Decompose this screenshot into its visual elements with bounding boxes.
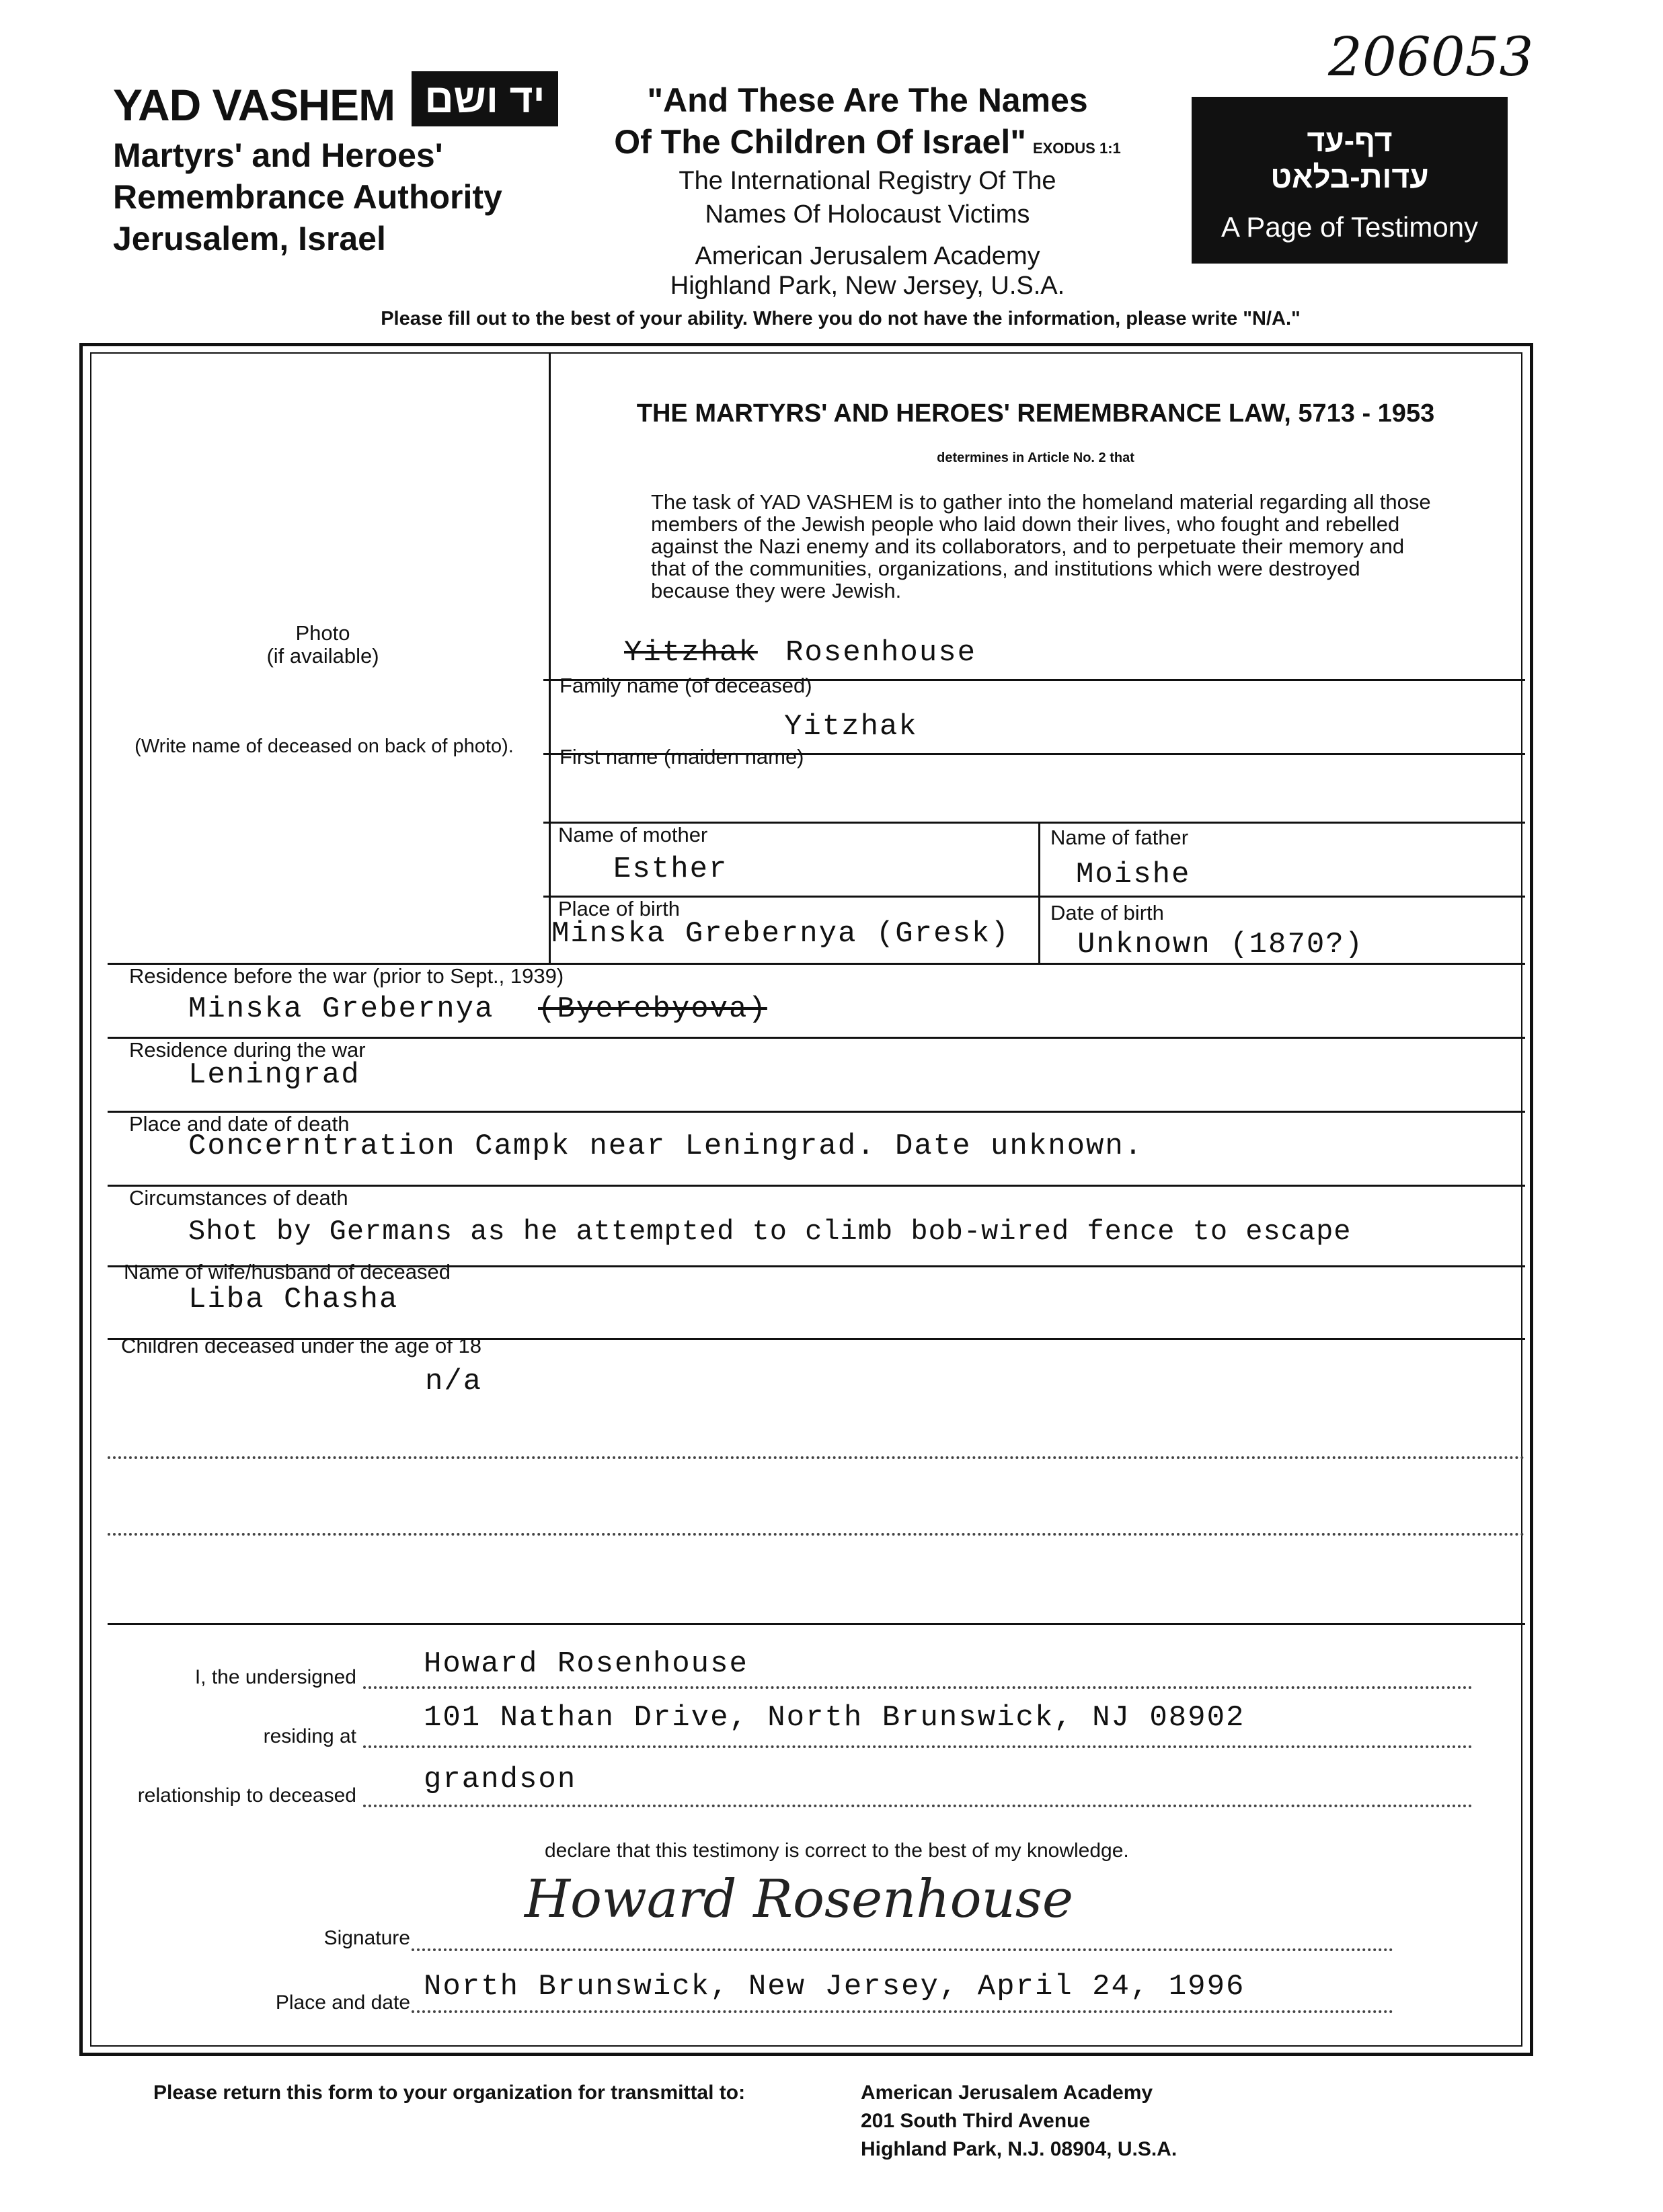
org-line-2: Martyrs' and Heroes' xyxy=(113,136,443,174)
testimony-english: A Page of Testimony xyxy=(1221,211,1479,243)
quote-line-2-text: Of The Children Of Israel" xyxy=(614,123,1026,161)
relationship-value: grandson xyxy=(424,1763,577,1796)
photo-note: (Write name of deceased on back of photo). xyxy=(134,736,514,757)
place-date-value: North Brunswick, New Jersey, April 24, 1996 xyxy=(424,1970,1245,2004)
declare-text: declare that this testimony is correct to the best of my knowledge. xyxy=(545,1840,1129,1862)
law-subtitle: determines in Article No. 2 that xyxy=(937,450,1134,465)
first-name-value: Yitzhak xyxy=(784,710,918,744)
children-dotted-line-1 xyxy=(108,1456,1525,1459)
birthdate-value: Unknown (1870?) xyxy=(1077,928,1364,961)
quote-line-2 xyxy=(592,122,1143,161)
testimony-hebrew-2: עדות-בלאט xyxy=(1270,159,1429,194)
mother-label: Name of mother xyxy=(558,823,708,846)
children-label: Children deceased under the age of 18 xyxy=(121,1334,482,1357)
birthplace-value: Minska Grebernya (Gresk) xyxy=(551,917,1010,951)
residence-during-value: Leningrad xyxy=(188,1058,360,1092)
registry-line-2: Names Of Holocaust Victims xyxy=(705,200,1030,229)
birth-top-line xyxy=(543,896,1525,898)
page-of-testimony-box xyxy=(1192,97,1508,264)
declaration-top-line xyxy=(108,1623,1525,1625)
undersigned-label: I, the undersigned xyxy=(194,1666,356,1688)
signature: Howard Rosenhouse xyxy=(525,1869,1073,1930)
document-number: 206053 xyxy=(1328,26,1534,88)
undersigned-line xyxy=(363,1686,1473,1689)
photo-label: Photo xyxy=(295,621,350,645)
death-place-value: Concerntration Campk near Leningrad. Date unknown. xyxy=(188,1130,1144,1163)
residing-label: residing at xyxy=(263,1725,356,1747)
circumstances-value: Shot by Germans as he attempted to climb bob-wired fence to escape xyxy=(188,1216,1352,1248)
spouse-label: Name of wife/husband of deceased xyxy=(124,1260,451,1283)
first-name-label: First name (maiden name) xyxy=(559,745,804,768)
law-text: The task of YAD VASHEM is to gather into the homeland material regarding all those members of the Jewish people who laid down their lives, who fought and rebelled against the Nazi enemy and its collaborators, and to perpetuate their memory and that of the communities, organizations, and institutions which were destroyed because they were Jewish. xyxy=(651,490,1431,602)
relationship-line xyxy=(363,1805,1473,1807)
org-line-4: Jerusalem, Israel xyxy=(113,220,386,258)
residence-during-label: Residence during the war xyxy=(129,1038,366,1062)
place-date-label: Place and date xyxy=(275,1991,410,2014)
parents-divider xyxy=(1038,822,1040,963)
undersigned-value: Howard Rosenhouse xyxy=(424,1647,748,1681)
org-line-3: Remembrance Authority xyxy=(113,178,502,216)
signature-label: Signature xyxy=(323,1927,410,1949)
registry-line-1: The International Registry Of The xyxy=(679,167,1056,195)
residence-before-label: Residence before the war (prior to Sept., 1939) xyxy=(129,964,564,988)
residing-line xyxy=(363,1745,1473,1748)
fill-instructions: Please fill out to the best of your ability. Where you do not have the information, please write "N/A." xyxy=(381,308,1301,329)
photo-sublabel: (if available) xyxy=(266,644,379,668)
return-address-line-2: 201 South Third Avenue xyxy=(861,2110,1091,2132)
return-address-line-1: American Jerusalem Academy xyxy=(861,2082,1153,2104)
quote-reference: EXODUS 1:1 xyxy=(1032,140,1121,157)
law-title: THE MARTYRS' AND HEROES' REMEMBRANCE LAW, 5713 - 1953 xyxy=(636,399,1435,428)
quote-line-1: "And These Are The Names xyxy=(647,81,1088,119)
spouse-value: Liba Chasha xyxy=(188,1283,399,1316)
photo-box-divider xyxy=(549,354,551,963)
relationship-label: relationship to deceased xyxy=(137,1784,356,1807)
father-value: Moishe xyxy=(1076,858,1191,892)
org-name: YAD VASHEM xyxy=(113,80,395,130)
return-address-line-3: Highland Park, N.J. 08904, U.S.A. xyxy=(861,2138,1177,2160)
circumstances-label: Circumstances of death xyxy=(129,1186,348,1210)
mother-value: Esther xyxy=(613,853,728,886)
children-value: n/a xyxy=(425,1365,483,1398)
testimony-hebrew-1: דף-עד xyxy=(1307,123,1393,158)
signature-line xyxy=(412,1948,1393,1951)
father-label: Name of father xyxy=(1050,826,1189,849)
residence-before-value: Minska Grebernya xyxy=(188,992,494,1026)
birthplace-label: Place of birth xyxy=(558,897,680,920)
academy-line-1: American Jerusalem Academy xyxy=(695,242,1040,270)
family-name-value: Rosenhouse xyxy=(785,636,977,670)
return-instructions: Please return this form to your organization for transmittal to: xyxy=(153,2082,746,2104)
residence-before-struck: (Byerebyova) xyxy=(538,992,767,1026)
death-place-label: Place and date of death xyxy=(129,1112,350,1136)
place-date-line xyxy=(412,2010,1393,2013)
birthdate-label: Date of birth xyxy=(1050,901,1164,924)
residing-value: 101 Nathan Drive, North Brunswick, NJ 08902 xyxy=(424,1701,1245,1735)
family-name-label: Family name (of deceased) xyxy=(559,674,812,697)
family-name-struck: Yitzhak xyxy=(624,636,758,670)
org-hebrew-logo: יד ושם xyxy=(412,71,558,126)
children-dotted-line-2 xyxy=(108,1533,1525,1536)
academy-line-2: Highland Park, New Jersey, U.S.A. xyxy=(670,272,1065,300)
